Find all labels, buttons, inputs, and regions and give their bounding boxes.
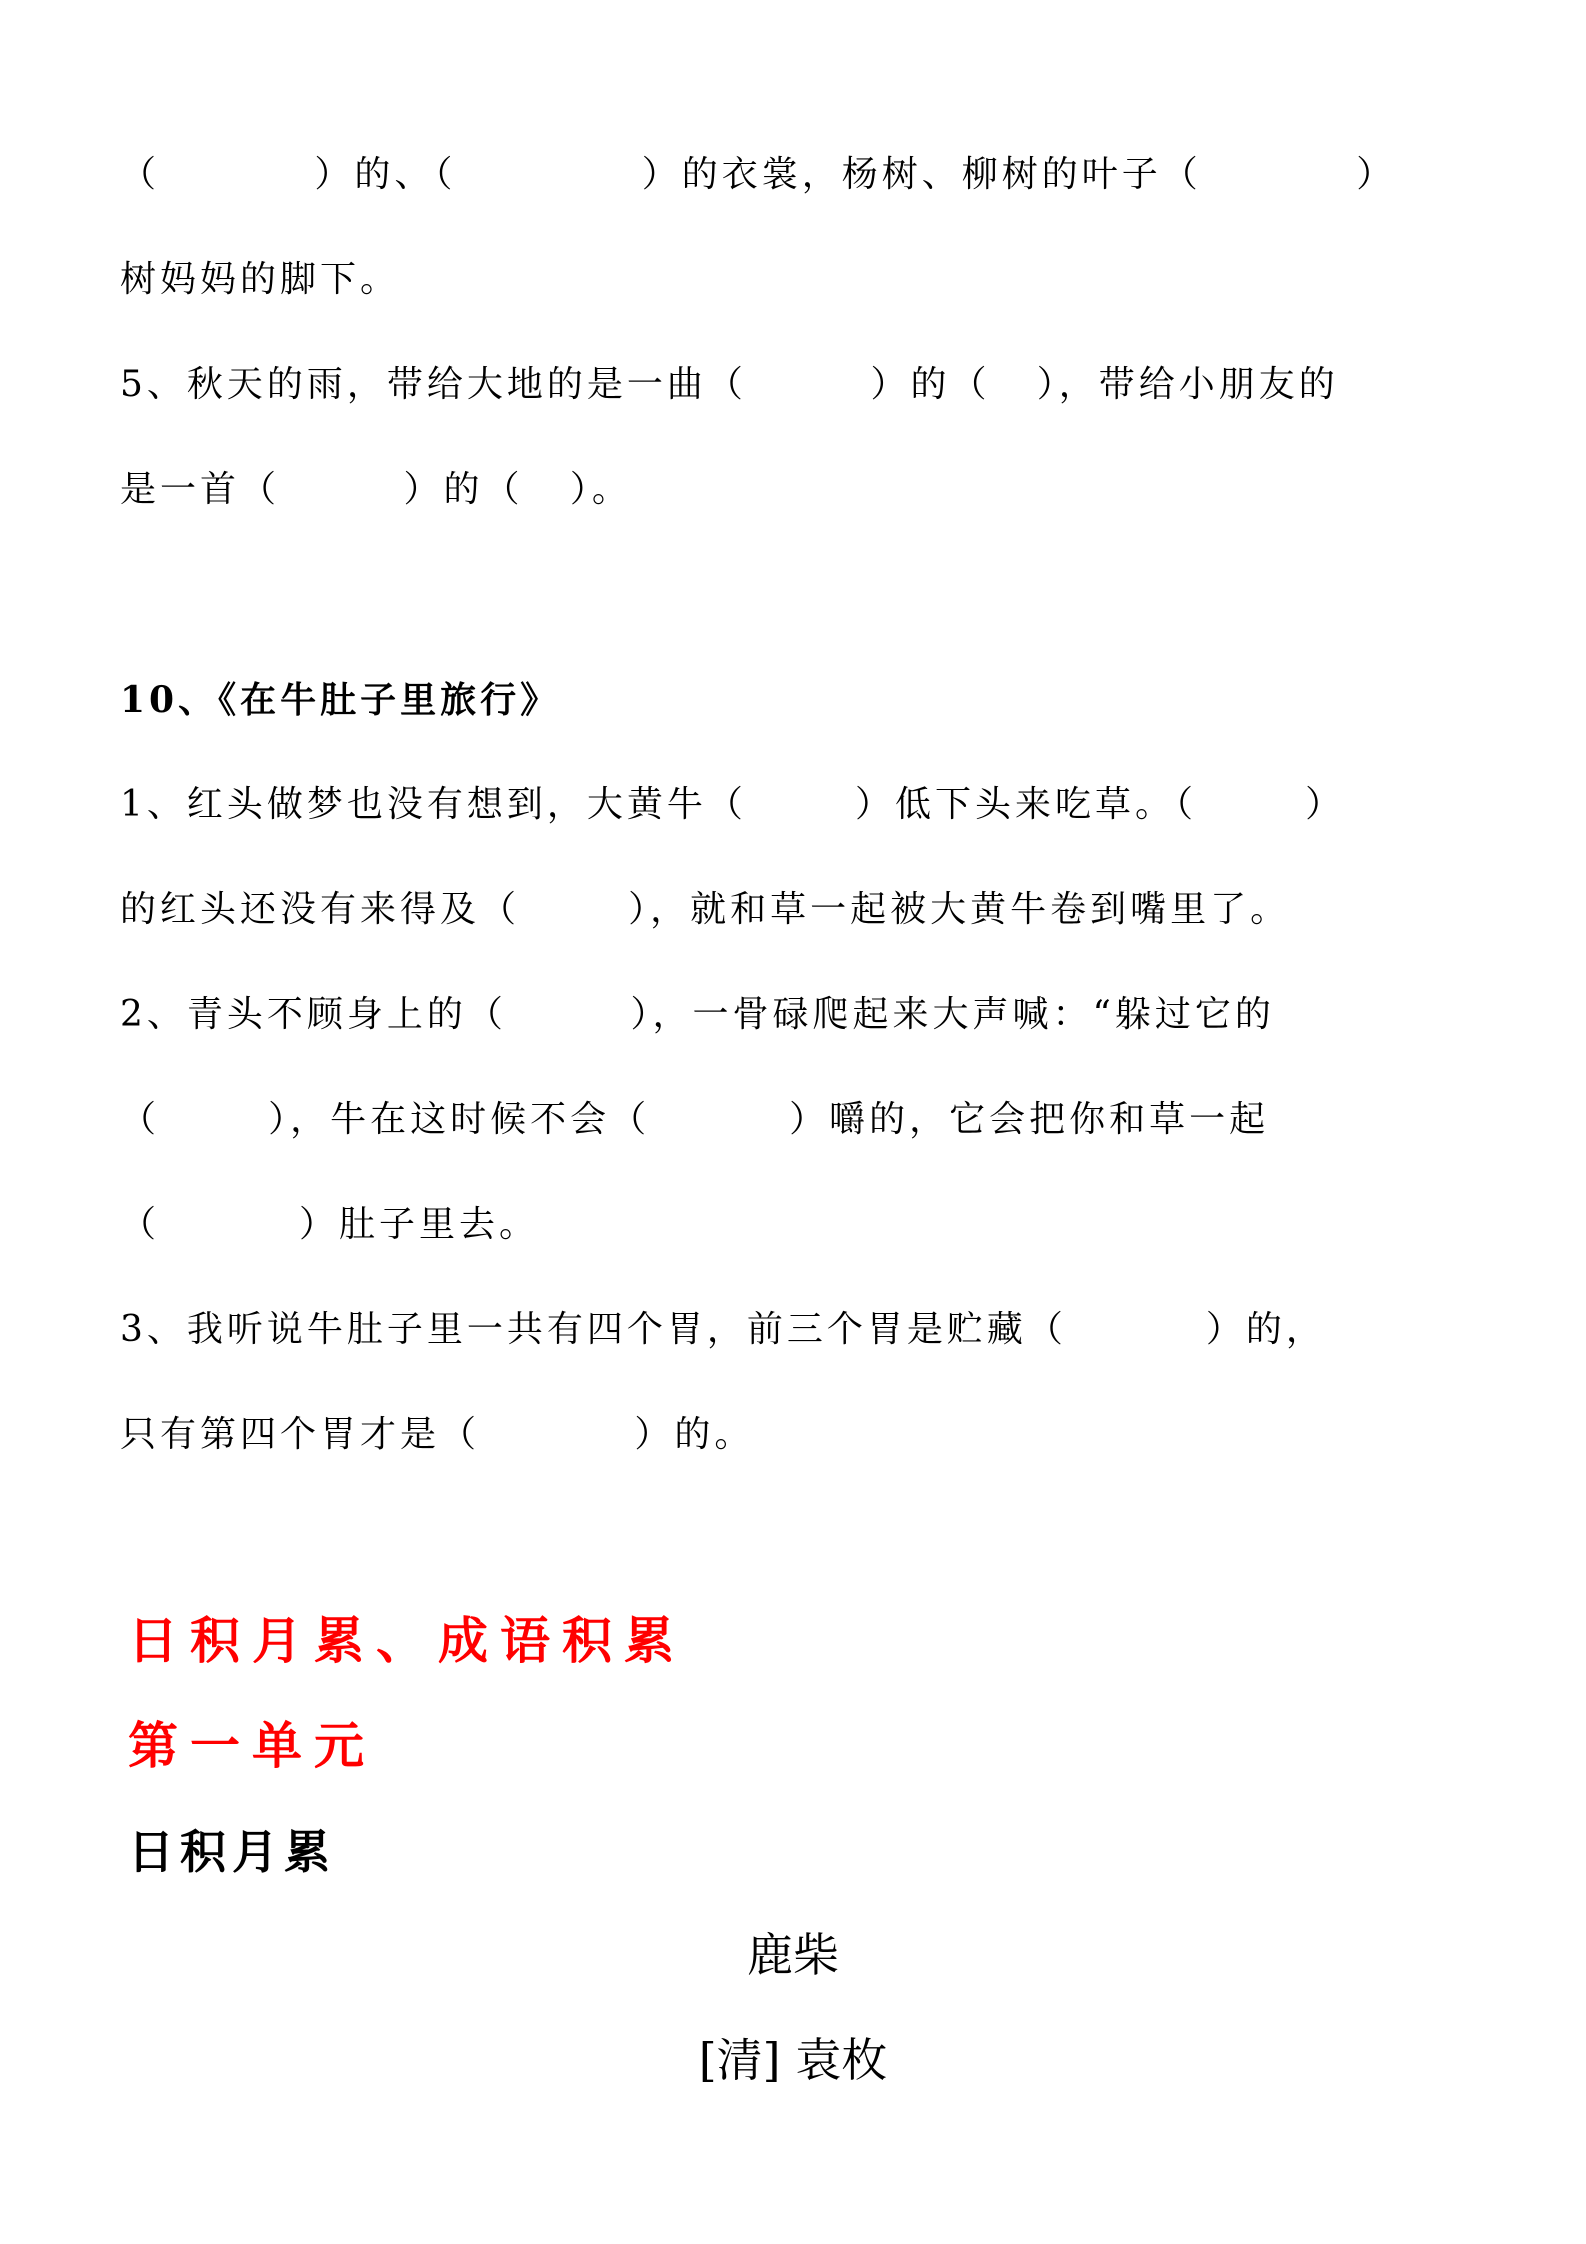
q5-line-1: 5、秋天的雨，带给大地的是一曲（ ）的（ ），带给小朋友的 (120, 364, 1339, 405)
l10-q3-line-1: 3、我听说牛肚子里一共有四个胃，前三个胃是贮藏（ ）的， (120, 1309, 1326, 1350)
l10-q2-line-1: 2、青头不顾身上的（ ），一骨碌爬起来大声喊：“躲过它的 (120, 994, 1275, 1035)
l10-q1-line-2: 的红头还没有来得及（ ），就和草一起被大黄牛卷到嘴里了。 (120, 889, 1291, 930)
q5-line-2: 是一首（ ）的（ ）。 (120, 469, 632, 510)
l10-q1-line-1: 1、红头做梦也没有想到，大黄牛（ ）低下头来吃草。（ ） (120, 784, 1346, 825)
q4-line-1: （ ）的、（ ）的衣裳，杨树、柳树的叶子（ ） (120, 154, 1397, 195)
q4-line-2: 树妈妈的脚下。 (120, 259, 401, 300)
l10-q2-line-2: （ ），牛在这时候不会（ ）嚼的，它会把你和草一起 (120, 1099, 1270, 1140)
unit-title: 第一单元 (128, 1716, 376, 1775)
l10-q2-line-3: （ ）肚子里去。 (120, 1204, 539, 1245)
subsection-title: 日积月累 (128, 1825, 336, 1879)
l10-q3-line-2: 只有第四个胃才是（ ）的。 (120, 1414, 755, 1455)
poem-author: [清] 袁枚 (698, 2033, 888, 2087)
lesson-10-title: 10、《在牛肚子里旅行》 (120, 679, 561, 721)
accumulation-red-title: 日积月累、成语积累 (128, 1611, 686, 1670)
poem-title: 鹿柴 (747, 1928, 839, 1982)
